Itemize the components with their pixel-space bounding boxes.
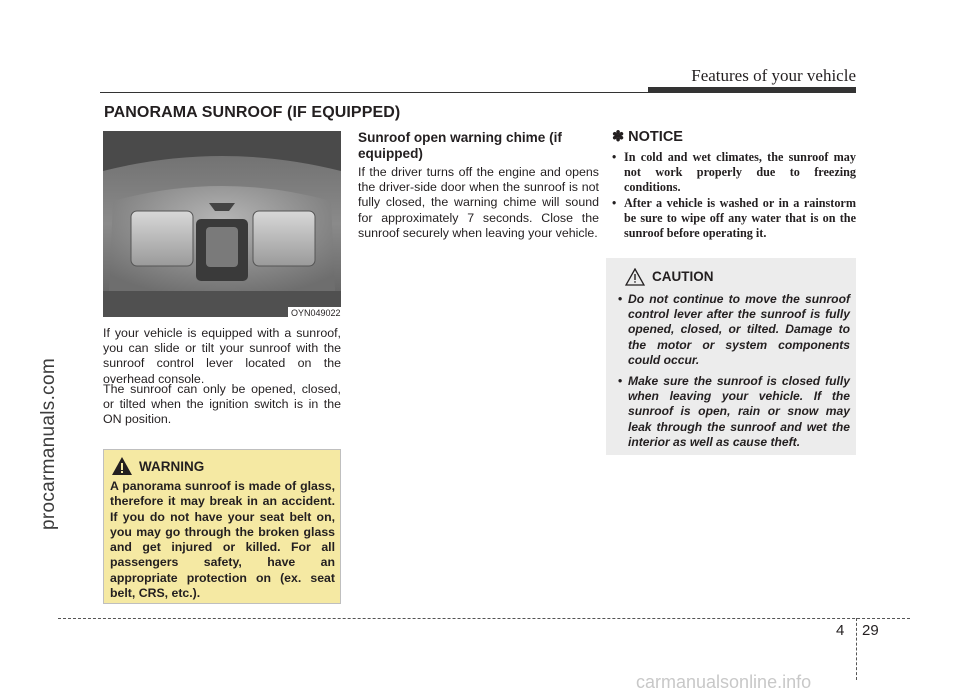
chapter-title: Features of your vehicle (691, 66, 856, 85)
bullet-icon: • (618, 292, 623, 306)
caution-item (618, 292, 850, 368)
bullet-icon: • (612, 195, 617, 210)
header-rule (100, 92, 856, 93)
bullet-icon: • (612, 150, 617, 164)
overhead-console-photo (103, 131, 341, 317)
notice-item-text: After a vehicle is washed or in a rainstorm be sure to wipe off any water that is on the sunroof before operating it. (624, 195, 856, 241)
bottom-watermark: carmanualsonline.info (636, 672, 812, 692)
section-title: PANORAMA SUNROOF (IF EQUIPPED) (104, 104, 401, 121)
notice-title: ✽ NOTICE (612, 129, 683, 145)
figure-code: OYN049022 (288, 307, 344, 319)
section-number: 4 (836, 622, 845, 639)
chime-heading: Sunroof open warning chime (if equipped) (358, 130, 562, 161)
warning-title: WARNING (139, 459, 205, 474)
caution-item (618, 374, 850, 450)
intro-paragraph-1: If your vehicle is equipped with a sunroof, you can slide or tilt your sunroof with the sunroof control lever located on the overhead console. (103, 326, 341, 386)
warning-triangle-icon (111, 456, 133, 481)
caution-item-text: Make sure the sunroof is closed fully when leaving your vehicle. If the sunroof is open, rain or snow may leak through the sunroof and wet the interior as well as cause theft. (628, 374, 850, 449)
warning-text: A panorama sunroof is made of glass, therefore it may break in an accident. If you do not have your seat belt on, you may go through the broken glass and get injured or killed. For all passengers safety, have an appropriate protection on (ex. seat belt, CRS, etc.). (110, 479, 335, 601)
bullet-icon: • (618, 374, 623, 389)
notice-list (612, 150, 856, 241)
footer-divider (856, 618, 857, 680)
notice-item-text: In cold and wet climates, the sunroof may not work properly due to freezing conditions. (624, 150, 856, 195)
side-watermark: procarmanuals.com (38, 358, 59, 530)
footer-rule (58, 618, 910, 619)
page-number: 29 (862, 622, 879, 639)
caution-item-text: Do not continue to move the sunroof control lever after the sunroof is fully opened, closed, or tilted. Damage to the motor or system components could occur. (628, 292, 850, 367)
caution-triangle-icon (625, 268, 645, 291)
chime-paragraph: If the driver turns off the engine and opens the driver-side door when the sunroof is not fully closed, the warning chime will sound for approximately 7 seconds. Close the sunroof securely when leaving your vehicle. (358, 165, 599, 240)
caution-list (618, 292, 850, 456)
notice-item (612, 150, 856, 196)
caution-title: CAUTION (652, 269, 714, 284)
intro-paragraph-2: The sunroof can only be opened, closed, or tilted when the ignition switch is in the ON position. (103, 382, 341, 427)
notice-item (612, 196, 856, 242)
